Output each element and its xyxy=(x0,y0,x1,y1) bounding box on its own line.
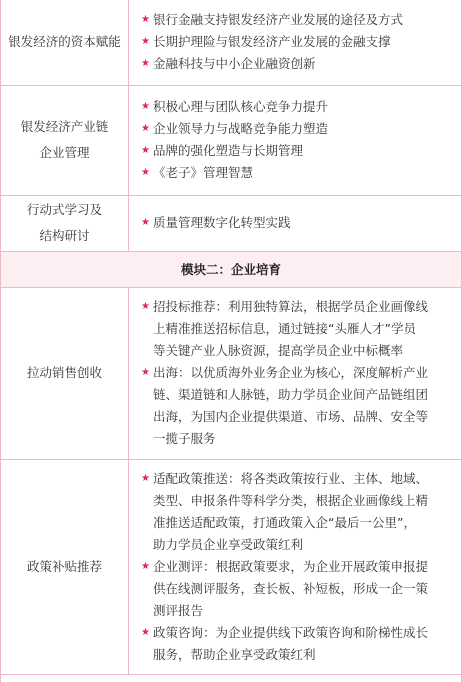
list-item: ★ 政策咨询：为企业提供线下政策咨询和阶梯性成长 服务，帮助企业享受政策红利 xyxy=(141,622,453,666)
list-item: ★ 积极心理与团队核心竞争力提升 xyxy=(141,96,453,118)
list-item: ★ 企业领导力与战略竞争能力塑造 xyxy=(141,118,453,140)
row-label-cell xyxy=(1,0,129,85)
row-label: 结构研讨 xyxy=(39,228,90,243)
list-item: ★ 适配政策推送：将各类政策按行业、主体、地域、 类型、申报条件等科学分类，根据企业画像线上精 准推送适配政策，打通政策入企“最后一公里”， 助力学员企业享受政策红利 xyxy=(141,468,453,556)
list-item: ★ 企业测评：根据政策要求，为企业开展政策申报提 供在线测评服务，查长板、补短板，形成一企一策 测评报告 xyxy=(141,556,453,622)
star-icon: ★ xyxy=(141,123,150,134)
table-row xyxy=(1,0,461,85)
star-icon: ★ xyxy=(141,14,150,26)
row-content-cell xyxy=(129,287,462,459)
module-title: 模块二：企业培育 xyxy=(1,251,461,287)
star-icon: ★ xyxy=(141,36,150,48)
row-label: 行动式学习及 xyxy=(26,202,102,217)
row-label: 企业管理 xyxy=(39,145,90,160)
row-label-cell xyxy=(1,459,129,674)
list-item: ★ 招投标推荐：利用独特算法，根据学员企业画像线 上精准推送招标信息，通过链接“头雁人才”学员 等关键产业人脉资源，提高学员企业中标概率 xyxy=(141,296,453,362)
list-item: ★ 出海：以优质海外业务企业为核心，深度解析产业 链、渠道链和人脉链，助力学员企业间产品链组团 出海，为国内企业提供渠道、市场、品牌、安全等 一揽子服务 xyxy=(141,362,453,450)
list-item: ★ 金融科技与中小企业融资创新 xyxy=(141,53,453,75)
star-icon: ★ xyxy=(141,560,150,572)
star-icon: ★ xyxy=(141,167,150,178)
row-label: 银发经济产业链 xyxy=(20,119,109,134)
star-icon: ★ xyxy=(141,58,150,70)
row-content-cell xyxy=(129,195,462,251)
row-label-cell xyxy=(1,287,129,459)
row-label-cell xyxy=(1,195,129,251)
list-item: ★ 长期护理险与银发经济产业发展的金融支撑 xyxy=(141,31,453,53)
row-content-cell xyxy=(129,459,462,674)
table-row xyxy=(1,195,461,251)
star-icon: ★ xyxy=(141,472,150,484)
star-icon: ★ xyxy=(141,367,150,378)
row-label: 政策补贴推荐 xyxy=(26,558,102,574)
table-row xyxy=(1,85,461,195)
star-icon: ★ xyxy=(141,217,150,228)
star-icon: ★ xyxy=(141,101,150,112)
table-row xyxy=(1,287,461,459)
table-row xyxy=(1,459,461,674)
list-item: ★ 质量管理数字化转型实践 xyxy=(141,212,453,234)
list-item: ★ 品牌的强化塑造与长期管理 xyxy=(141,140,453,162)
row-label: 拉动销售创收 xyxy=(26,365,102,380)
star-icon: ★ xyxy=(141,301,150,312)
row-content-cell xyxy=(129,85,462,195)
star-icon: ★ xyxy=(141,145,150,156)
module-header-row xyxy=(1,251,461,287)
star-icon: ★ xyxy=(141,626,150,638)
row-content-cell xyxy=(129,0,462,85)
row-label: 银发经济的资本赋能 xyxy=(8,34,121,50)
row-label-cell xyxy=(1,85,129,195)
list-item: ★ 银行金融支持银发经济产业发展的途径及方式 xyxy=(141,9,453,31)
list-item: ★ 《老子》管理智慧 xyxy=(141,162,453,184)
curriculum-table xyxy=(1,0,461,675)
